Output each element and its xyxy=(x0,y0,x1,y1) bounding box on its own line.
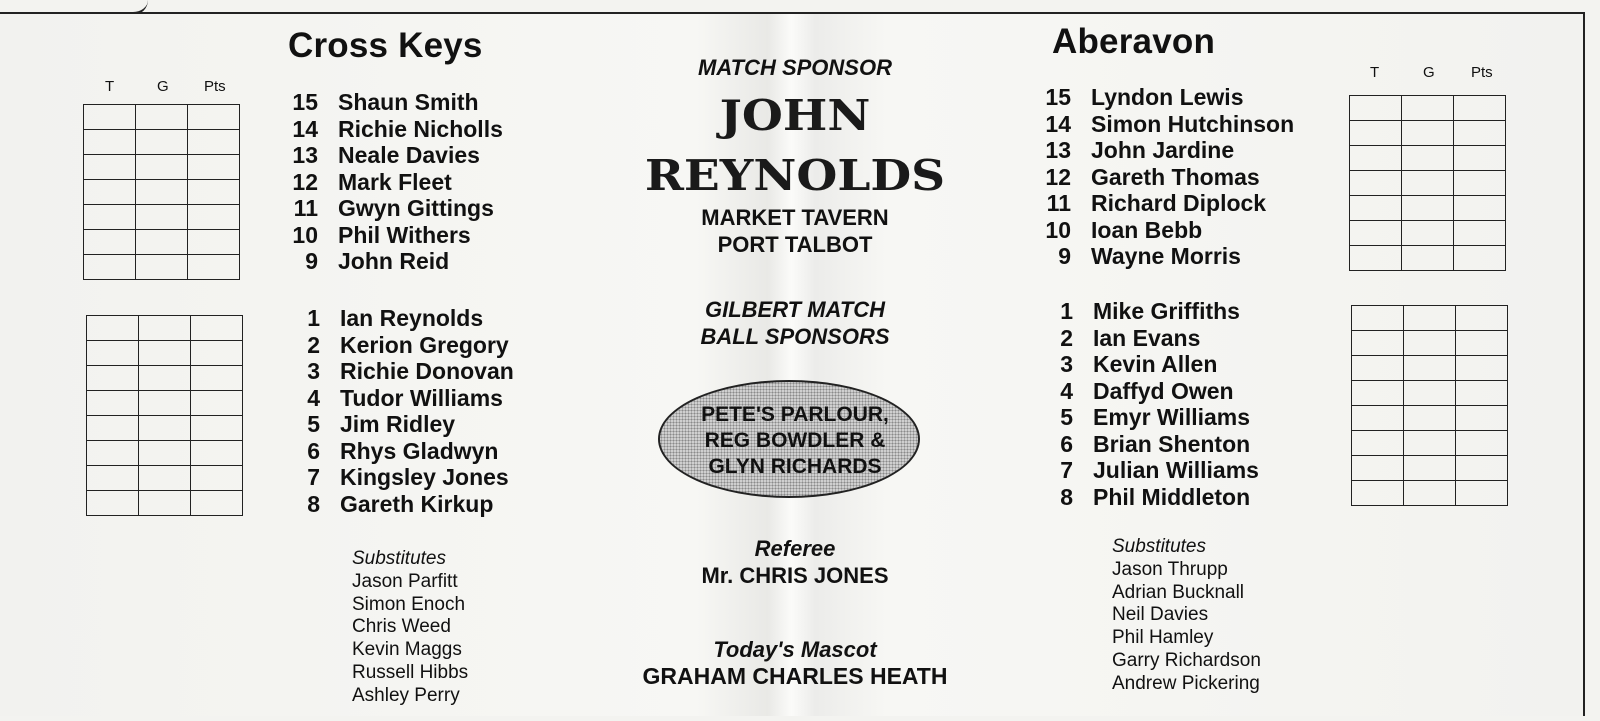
sponsor-name-line-2: REYNOLDS xyxy=(644,151,946,200)
player-row xyxy=(1033,243,1294,270)
player-name: Brian Shenton xyxy=(1093,430,1251,457)
player-number: 4 xyxy=(1060,377,1073,404)
away-substitutes xyxy=(1112,536,1261,696)
player-name: John Reid xyxy=(338,248,450,274)
score-cell xyxy=(87,391,139,416)
player-row xyxy=(282,358,514,385)
score-cell xyxy=(191,441,243,466)
score-cell xyxy=(136,105,188,130)
score-cell xyxy=(1456,306,1508,331)
score-cell xyxy=(1402,146,1454,171)
player-name: Mark Fleet xyxy=(338,168,452,195)
score-cell xyxy=(188,105,240,130)
substitute-item: Simon Enoch xyxy=(352,593,466,615)
score-col-t: T xyxy=(105,78,115,95)
score-cell xyxy=(191,366,243,391)
ball-sponsor-line: GLYN RICHARDS xyxy=(708,455,882,478)
score-cell xyxy=(1456,431,1508,456)
score-cell xyxy=(136,255,188,280)
player-row xyxy=(1035,351,1259,378)
score-grid-row xyxy=(1352,356,1508,381)
player-number: 2 xyxy=(307,331,320,358)
mascot-name: GRAHAM CHARLES HEATH xyxy=(642,663,948,689)
substitute-item: Phil Hamley xyxy=(1112,627,1214,649)
home-forwards-list xyxy=(282,305,514,517)
score-grid-row xyxy=(1350,96,1506,121)
score-cell xyxy=(1350,96,1402,121)
sponsor-name-line-1: JOHN xyxy=(719,91,871,140)
player-number: 3 xyxy=(1060,351,1073,377)
home-substitutes xyxy=(352,548,468,708)
player-row xyxy=(282,332,514,359)
ball-sponsor-label-1: GILBERT MATCH xyxy=(704,297,886,322)
score-cell xyxy=(139,341,191,366)
score-grid-row xyxy=(1350,121,1506,146)
score-cell xyxy=(1402,246,1454,271)
score-cell xyxy=(1404,356,1456,381)
score-cell xyxy=(1454,171,1506,196)
score-cell xyxy=(136,180,188,205)
player-row xyxy=(1033,137,1294,164)
player-row xyxy=(282,438,514,465)
substitute-item: Ashley Perry xyxy=(352,684,460,706)
score-cell xyxy=(87,366,139,391)
substitute-item: Kevin Maggs xyxy=(352,639,462,661)
referee-name: Mr. CHRIS JONES xyxy=(701,563,889,588)
player-row xyxy=(1033,217,1294,244)
substitute-item: Neil Davies xyxy=(1112,604,1209,626)
away-backs-score-grid xyxy=(1349,95,1506,271)
score-cell xyxy=(1402,171,1454,196)
player-number: 13 xyxy=(292,142,318,168)
home-backs-list xyxy=(280,89,503,275)
score-grid-row xyxy=(1350,171,1506,196)
score-grid-row xyxy=(84,230,240,255)
score-cell xyxy=(191,391,243,416)
score-cell xyxy=(1402,196,1454,221)
score-cell xyxy=(188,255,240,280)
player-name: Tudor Williams xyxy=(340,384,503,411)
score-cell xyxy=(1456,481,1508,506)
player-name: Ian Reynolds xyxy=(340,305,484,331)
player-row xyxy=(280,195,503,222)
score-cell xyxy=(1352,356,1404,381)
ball-sponsor-label-2: BALL SPONSORS xyxy=(700,324,890,349)
score-cell xyxy=(191,466,243,491)
home-forwards-score-grid xyxy=(86,315,243,516)
player-row xyxy=(1035,378,1259,405)
score-cell xyxy=(84,105,136,130)
score-grid-row xyxy=(1350,246,1506,271)
player-name: Mike Griffiths xyxy=(1093,298,1240,324)
player-number: 5 xyxy=(1060,404,1073,430)
player-name: Richie Donovan xyxy=(340,358,514,384)
substitutes-title: Substitutes xyxy=(352,548,446,569)
score-cell xyxy=(1402,121,1454,146)
score-cell xyxy=(1454,246,1506,271)
score-cell xyxy=(139,316,191,341)
player-name: Ian Evans xyxy=(1093,324,1201,351)
mascot-label: Today's Mascot xyxy=(713,637,877,662)
away-score-headers xyxy=(1350,64,1510,82)
player-number: 14 xyxy=(1045,110,1071,137)
player-name: Phil Middleton xyxy=(1093,483,1251,510)
score-cell xyxy=(191,491,243,516)
player-number: 13 xyxy=(1045,137,1071,163)
score-cell xyxy=(1352,331,1404,356)
player-row xyxy=(1035,404,1259,431)
score-grid-row xyxy=(84,130,240,155)
player-name: Gareth Thomas xyxy=(1091,163,1260,190)
player-number: 2 xyxy=(1060,324,1073,351)
score-cell xyxy=(87,441,139,466)
score-cell xyxy=(188,130,240,155)
score-cell xyxy=(87,341,139,366)
sponsor-venue-line-1: MARKET TAVERN xyxy=(701,205,889,230)
player-name: Gwyn Gittings xyxy=(338,195,494,221)
player-number: 10 xyxy=(292,221,318,248)
score-grid-row xyxy=(84,105,240,130)
score-cell xyxy=(84,180,136,205)
substitute-item: Andrew Pickering xyxy=(1112,672,1260,694)
ball-sponsors-text xyxy=(600,402,990,480)
score-cell xyxy=(1404,431,1456,456)
score-cell xyxy=(1404,481,1456,506)
player-row xyxy=(280,116,503,143)
substitute-item: Russell Hibbs xyxy=(352,661,469,683)
player-row xyxy=(280,89,503,116)
player-row xyxy=(1035,457,1259,484)
player-row xyxy=(1035,431,1259,458)
score-cell xyxy=(1454,121,1506,146)
score-grid-row xyxy=(87,366,243,391)
score-grid-row xyxy=(84,180,240,205)
player-number: 8 xyxy=(1060,483,1073,510)
score-col-g: G xyxy=(157,78,169,95)
substitute-item: Adrian Bucknall xyxy=(1112,581,1245,603)
score-cell xyxy=(1350,171,1402,196)
player-number: 9 xyxy=(305,248,318,274)
sponsor-venue-line-2: PORT TALBOT xyxy=(717,232,873,257)
player-row xyxy=(1035,325,1259,352)
score-col-pts: Pts xyxy=(1471,64,1493,81)
player-number: 1 xyxy=(307,305,320,331)
score-cell xyxy=(1456,406,1508,431)
score-grid-row xyxy=(1352,306,1508,331)
score-grid-row xyxy=(87,491,243,516)
player-number: 7 xyxy=(1060,457,1073,483)
player-row xyxy=(280,169,503,196)
score-cell xyxy=(136,155,188,180)
score-grid-row xyxy=(1352,481,1508,506)
substitute-item: Garry Richardson xyxy=(1112,649,1261,671)
score-cell xyxy=(191,416,243,441)
score-cell xyxy=(1350,121,1402,146)
player-name: Wayne Morris xyxy=(1091,243,1241,269)
score-grid-row xyxy=(87,416,243,441)
player-name: Emyr Williams xyxy=(1093,404,1251,430)
score-cell xyxy=(1454,96,1506,121)
score-cell xyxy=(1404,381,1456,406)
player-number: 12 xyxy=(292,168,318,195)
home-team-name: Cross Keys xyxy=(288,26,483,65)
score-grid-row xyxy=(1350,196,1506,221)
player-name: Kevin Allen xyxy=(1093,351,1218,377)
score-grid-row xyxy=(84,205,240,230)
player-name: Phil Withers xyxy=(338,221,471,248)
player-row xyxy=(1033,190,1294,217)
score-cell xyxy=(136,230,188,255)
score-cell xyxy=(139,441,191,466)
player-name: Shaun Smith xyxy=(338,89,479,115)
player-name: Rhys Gladwyn xyxy=(340,437,499,464)
score-cell xyxy=(1454,196,1506,221)
score-cell xyxy=(139,391,191,416)
score-grid-row xyxy=(1350,221,1506,246)
score-cell xyxy=(139,416,191,441)
score-cell xyxy=(87,491,139,516)
score-grid-row xyxy=(87,391,243,416)
score-cell xyxy=(136,205,188,230)
player-name: Kerion Gregory xyxy=(340,331,509,358)
player-name: Lyndon Lewis xyxy=(1091,84,1244,110)
away-forwards-score-grid xyxy=(1351,305,1508,506)
score-cell xyxy=(84,130,136,155)
player-name: Simon Hutchinson xyxy=(1091,110,1295,137)
player-row xyxy=(282,305,514,332)
score-cell xyxy=(1402,221,1454,246)
player-number: 11 xyxy=(1046,190,1071,216)
player-row xyxy=(282,411,514,438)
player-number: 1 xyxy=(1060,298,1073,324)
score-cell xyxy=(188,205,240,230)
score-cell xyxy=(139,466,191,491)
player-row xyxy=(1033,111,1294,138)
score-cell xyxy=(1350,246,1402,271)
score-cell xyxy=(1456,381,1508,406)
away-team-name: Aberavon xyxy=(1052,22,1216,61)
score-cell xyxy=(1350,196,1402,221)
score-cell xyxy=(1404,331,1456,356)
score-cell xyxy=(1456,331,1508,356)
substitute-item: Chris Weed xyxy=(352,616,451,638)
score-grid-row xyxy=(1352,456,1508,481)
player-number: 5 xyxy=(307,411,320,437)
score-cell xyxy=(1404,456,1456,481)
match-sponsor-label: MATCH SPONSOR xyxy=(698,55,892,80)
score-cell xyxy=(87,316,139,341)
score-cell xyxy=(1350,221,1402,246)
score-grid-row xyxy=(87,316,243,341)
player-row xyxy=(1035,298,1259,325)
player-name: Jim Ridley xyxy=(340,411,456,437)
score-cell xyxy=(136,130,188,155)
player-number: 6 xyxy=(1060,430,1073,457)
score-cell xyxy=(1404,406,1456,431)
player-name: Kingsley Jones xyxy=(340,464,509,490)
score-cell xyxy=(191,341,243,366)
ball-sponsor-line: PETE'S PARLOUR, xyxy=(701,403,889,426)
score-cell xyxy=(1352,431,1404,456)
player-number: 12 xyxy=(1045,163,1071,190)
score-cell xyxy=(1456,456,1508,481)
substitute-item: Jason Parfitt xyxy=(352,570,458,592)
substitutes-title: Substitutes xyxy=(1112,536,1206,557)
player-row xyxy=(1033,164,1294,191)
player-number: 11 xyxy=(293,195,318,221)
score-grid-row xyxy=(1352,331,1508,356)
player-row xyxy=(280,222,503,249)
player-row xyxy=(282,464,514,491)
player-number: 3 xyxy=(307,358,320,384)
score-cell xyxy=(87,466,139,491)
home-score-headers-1 xyxy=(83,78,243,96)
player-number: 9 xyxy=(1058,243,1071,269)
score-grid-row xyxy=(1352,431,1508,456)
score-cell xyxy=(139,366,191,391)
score-cell xyxy=(84,230,136,255)
score-cell xyxy=(1352,406,1404,431)
player-number: 15 xyxy=(292,89,318,115)
score-cell xyxy=(87,416,139,441)
player-number: 14 xyxy=(292,115,318,142)
player-row xyxy=(1035,484,1259,511)
score-col-t: T xyxy=(1370,64,1380,81)
score-cell xyxy=(1454,221,1506,246)
score-cell xyxy=(1456,356,1508,381)
score-cell xyxy=(1352,306,1404,331)
player-number: 8 xyxy=(307,490,320,517)
score-grid-row xyxy=(1352,406,1508,431)
score-cell xyxy=(191,316,243,341)
score-cell xyxy=(1404,306,1456,331)
player-row xyxy=(282,491,514,518)
player-number: 6 xyxy=(307,437,320,464)
score-cell xyxy=(188,180,240,205)
player-number: 4 xyxy=(307,384,320,411)
score-grid-row xyxy=(87,441,243,466)
player-number: 7 xyxy=(307,464,320,490)
player-row xyxy=(280,142,503,169)
player-name: Gareth Kirkup xyxy=(340,490,494,517)
score-grid-row xyxy=(87,341,243,366)
player-row xyxy=(282,385,514,412)
substitute-item: Jason Thrupp xyxy=(1112,558,1228,580)
score-cell xyxy=(1402,96,1454,121)
player-name: Richie Nicholls xyxy=(338,115,503,142)
away-backs-list xyxy=(1033,84,1294,270)
score-cell xyxy=(84,255,136,280)
score-grid-row xyxy=(84,155,240,180)
score-col-g: G xyxy=(1423,64,1435,81)
score-cell xyxy=(139,491,191,516)
score-cell xyxy=(1352,456,1404,481)
score-col-pts: Pts xyxy=(204,78,226,95)
player-row xyxy=(280,248,503,275)
score-grid-row xyxy=(1350,146,1506,171)
away-forwards-list xyxy=(1035,298,1259,510)
score-cell xyxy=(84,205,136,230)
player-name: Daffyd Owen xyxy=(1093,377,1234,404)
score-cell xyxy=(1352,381,1404,406)
score-cell xyxy=(1454,146,1506,171)
ball-sponsor-line: REG BOWDLER & xyxy=(704,429,886,452)
player-name: Ioan Bebb xyxy=(1091,216,1203,243)
score-cell xyxy=(188,230,240,255)
score-grid-row xyxy=(1352,381,1508,406)
score-grid-row xyxy=(84,255,240,280)
player-name: Richard Diplock xyxy=(1091,190,1267,216)
player-number: 10 xyxy=(1045,216,1071,243)
player-name: Neale Davies xyxy=(338,142,480,168)
player-name: Julian Williams xyxy=(1093,457,1259,483)
score-cell xyxy=(84,155,136,180)
player-row xyxy=(1033,84,1294,111)
home-backs-score-grid xyxy=(83,104,240,280)
score-cell xyxy=(1350,146,1402,171)
score-grid-row xyxy=(87,466,243,491)
score-cell xyxy=(188,155,240,180)
score-cell xyxy=(1352,481,1404,506)
player-name: John Jardine xyxy=(1091,137,1235,163)
player-number: 15 xyxy=(1045,84,1071,110)
referee-label: Referee xyxy=(754,536,836,561)
